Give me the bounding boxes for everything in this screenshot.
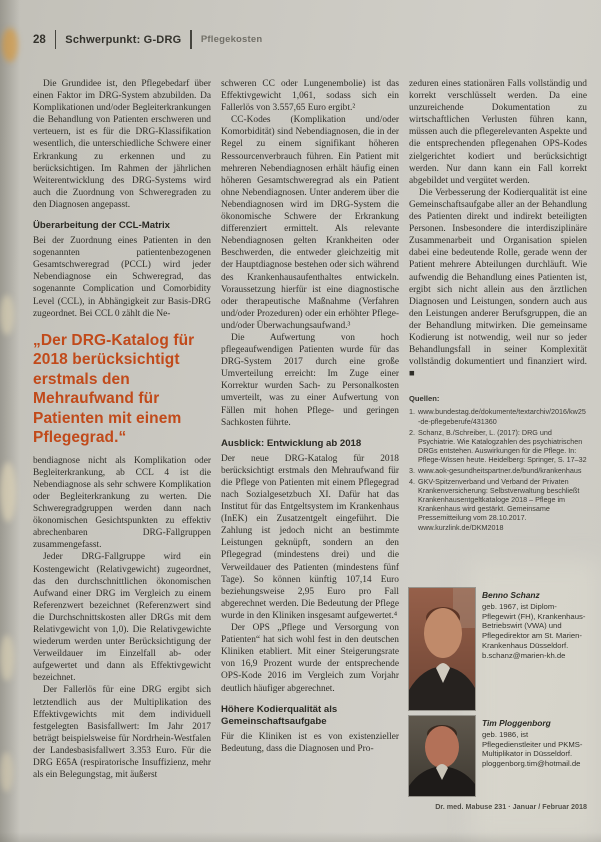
source-item: GKV-Spitzenverband und Verband der Privaten Krankenversicherung: Selbstverwaltung beschließt Krankenhausentgeltkataloge 2018 – Pflege im Krankenhaus wird gestärkt. Gemeinsame Pressemitteilung vom 28.10.2017. www.kurzlink.de/DKM2018 <box>418 477 580 532</box>
text-column-3 <box>409 78 587 534</box>
scan-mark-orange <box>2 28 18 62</box>
paragraph: schweren CC oder Lungenembolie) ist das Effektivgewicht 1,061, sodass sich ein Fallerlös von 3.557,65 Euro ergibt.² <box>221 79 399 114</box>
subheading-kodierqualitaet: Höhere Kodierqualität als Gemeinschaftsaufgabe <box>221 703 338 727</box>
scan-shadow-left <box>0 0 20 842</box>
subheading-ausblick-2018: Ausblick: Entwicklung ab 2018 <box>221 437 362 449</box>
paragraph: Bei der Zuordnung eines Patienten in den sogenannten patientenbezogenen Gesamtschweregrad (PCCL) wird jeder Nebendiagnose ein Schweregrad, das sogenannte Complication und Comorbidity Level (CCL), in Abhängigkeit zur Basis-DRG zugeordnet. Bei CCL 0 zählt die Ne- <box>33 236 211 319</box>
sources-list <box>409 407 587 531</box>
author-bio <box>482 716 589 796</box>
header-divider <box>190 30 192 49</box>
paragraph: Die Aufwertung von hoch pflegeaufwendigen Patienten wurde für das DRG-System 2017 durch eine große Umverteilung erreicht: Im Zuge einer Korrektur wurden Sach- zu Personalkosten umverteilt, was zu einer Aufwertung von Fällen mit hohen Pflege- und geringen Sachkosten führte. <box>221 332 399 428</box>
paragraph: Der neue DRG-Katalog für 2018 berücksichtigt erstmals den Mehraufwand für die Pflege von Patienten mit einem Pflegegrad nach Sozialgesetzbuch XI. Dafür hat das Institut für das Entgeltsystem im Krankenhaus (InEK) ein Zusatzentgelt eingeführt. Die Zahlung ist jedoch nicht an bestimmte Leistungen geknüpft, sondern an den Pflegegrad (mindestens drei) und die Verweildauer des Patienten (mindestens fünf Tage). So können künftig 107,14 Euro beziehungsweise 2,95 Euro pro Fall abgerechnet werden. Die Bedeutung der Pflege wurde in den Kliniken insgesamt aufgewertet.⁴ <box>221 453 399 621</box>
scan-mark <box>0 635 14 681</box>
author-bio <box>482 588 589 710</box>
author-name: Tim Ploggenborg <box>482 718 551 728</box>
page-footer: Dr. med. Mabuse 231 · Januar / Februar 2018 <box>435 802 587 811</box>
text-column-2 <box>221 78 399 755</box>
author-name: Benno Schanz <box>482 590 540 600</box>
paragraph: Jeder DRG-Fallgruppe wird ein Kostengewicht (Relativgewicht) zugeordnet, das den durchschnittlichen ökonomischen Aufwand einer DRG im Vergleich zu einem Referenzwert bezeichnet (Referenzwert sind die Durchschnittskosten aller DRGs mit dem Relativgewicht von 1,0). Die Relativgewichte wiederum werden unter Berücksichtigung der Verweildauer im Einzelfall ab- oder aufgewertet und dann als Effektivgewicht bezeichnet. <box>33 552 211 684</box>
source-item: www.bundestag.de/dokumente/textarchiv/2016/kw25-de-pflegeberufe/431360 <box>418 407 586 426</box>
paragraph: Die Grundidee ist, den Pflegebedarf über einen Faktor im DRG-System abzubilden. Da Komplikationen und/oder Begleiterkrankungen die Behandlung von Patienten erschweren und verteuern, ist es für die DRG-Klassifikation wesentlich, die unterschiedliche Schwere einer Erkrankung zu erkennen und zu berücksichtigen. Im Rahmen der jährlichen Weiterentwicklung des DRG-Systems wird auch die Zuordnung von Schweregraden zu den Diagnosen angepasst. <box>33 79 211 210</box>
paragraph: bendiagnose nicht als Komplikation oder Begleiterkrankung, ab CCL 4 ist die Nebendiagnose als sehr schwere Komplikation oder Begleiterkrankung zu werten. Die Schweregradgruppen werden dann nach ökonomischen Gesichtspunkten zu effektiv abrechenbaren DRG-Fallgruppen zusammengefasst. <box>33 455 211 551</box>
subheading-ccl-matrix: Überarbeitung der CCL-Matrix <box>33 220 170 232</box>
page-number: 28 <box>33 33 46 46</box>
paragraph: Für die Kliniken ist es von existenzieller Bedeutung, dass die Diagnosen und Pro- <box>221 731 399 754</box>
sources-title: Quellen: <box>409 394 440 404</box>
scan-mark <box>0 295 14 335</box>
scan-mark <box>0 462 16 522</box>
topic-label: Pflegekosten <box>200 34 263 45</box>
author-email: ploggenborg.tim@hotmail.de <box>482 759 581 769</box>
paragraph: CC-Kodes (Komplikation und/oder Komorbidität) sind Nebendiagnosen, die in der Regel zu einem signifikant höheren Ressourcenverbrauch führen. Ein Patient mit mehreren Nebendiagnosen erhält häufig einen höheren Gesamtschweregrad als ein Patient ohne Nebendiagnosen. Unter anderem über die Nebendiagnosen wird im DRG-System die ökonomische Schwere der Erkrankung differenziert ermittelt. Als relevante Nebendiagnosen gelten Krankheiten oder Beschwerden, die entweder gleichzeitig mit der Hauptdiagnose bestehen oder sich während des Krankenhausaufenthaltes entwickeln. Voraussetzung hierfür ist eine diagnostische oder therapeutische Maßnahme (Verfahren und/oder Prozeduren) oder ein erhöhter Pflege- und/oder Überwachungsaufwand.³ <box>221 115 399 331</box>
source-item: Schanz, B./Schreiber, L. (2017): DRG und Psychiatrie. Wie Katalogzahlen des psychiatrischen DRGs entstehen. Auswirkungen für die Pflege. In: Pflege-Wissen heute. Heidelberg: Springer, S. 17–32 <box>418 427 587 464</box>
author-photo <box>409 588 475 710</box>
author-description: geb. 1986, ist Pflegedienstleiter und PKMS-Multiplikator in Düsseldorf. <box>482 730 583 759</box>
section-title: Schwerpunkt: G-DRG <box>65 33 182 46</box>
author-card <box>409 588 589 710</box>
paragraph: Der OPS „Pflege und Versorgung von Patienten“ hat sich wohl fest in den deutschen Kliniken etabliert. Mit einer Steigerungsrate von 16,9 Prozent wurde der entsprechende OPS-Kode 2016 im Vergleich zum Vorjahr deutlich häufiger abgerechnet. <box>221 623 399 694</box>
author-description: geb. 1967, ist Diplom-Pflegewirt (FH), Krankenhaus-Betriebswirt (VWA) und Pflegedirektor am St. Marien-Krankenhaus Düsseldorf. <box>482 602 586 650</box>
header-divider <box>55 30 57 49</box>
paragraph: Der Fallerlös für eine DRG ergibt sich letztendlich aus der Multiplikation des Effektivgewichts mit dem individuell festgelegten Basisfallwert: Im Jahr 2017 beträgt beispielsweise für Nordrhein-Westfalen der Landesbasisfallwert 3.353 Euro. Für die DRG E65A (respiratorische Insuffizienz, mehr als ein Belegungstag, mit äußerst <box>33 685 211 781</box>
author-email: b.schanz@marien-kh.de <box>482 650 566 660</box>
pull-quote: „Der DRG-Katalog für 2018 berücksichtigt erstmals den Mehraufwand für Patienten mit einem Pflegegrad.“ <box>33 331 195 447</box>
author-card <box>409 716 589 796</box>
scan-mark <box>0 752 13 792</box>
author-photo <box>409 716 475 796</box>
text-column-1 <box>33 78 211 781</box>
sources-block <box>409 393 587 531</box>
page-header <box>33 30 262 49</box>
source-item: www.aok-gesundheitspartner.de/bund/krankenhaus <box>418 466 582 475</box>
paragraph: Die Verbesserung der Kodierqualität ist eine Gemeinschaftsaufgabe aller an der Behandlung des Patienten direkt und indirekt beteiligten Personen. Insbesondere die interdisziplinäre Zusammenarbeit und Organisation spielen dabei eine bedeutende Rolle, gerade wenn der Patient mehrere Abteilungen durchläuft. Wie aufwendig die Behandlung eines Patienten ist, ergibt sich nicht allein aus den ärztlichen Diagnosen und Leistungen, sondern auch aus den Leistungen anderer Berufsgruppen, die an der Behandlung mitwirken. Die gemeinsame Kodierung ist notwendig, weil nur so jeder Behandlungsfall in seiner Komplexität vollständig dokumentiert und finanziert wird. ■ <box>409 187 587 380</box>
paragraph: zeduren eines stationären Falls vollständig und korrekt verschlüsselt werden. Da eine unzureichende Dokumentation zu wirtschaftlichen Verlusten führen kann, müssen auch die pflegerelevanten Aspekte und die entsprechenden pflegenahen OPS-Kodes zielgerichtet kodiert und berücksichtigt werden. Nur dann kann ein Fall korrekt abgebildet und vergütet werden. <box>409 79 587 186</box>
